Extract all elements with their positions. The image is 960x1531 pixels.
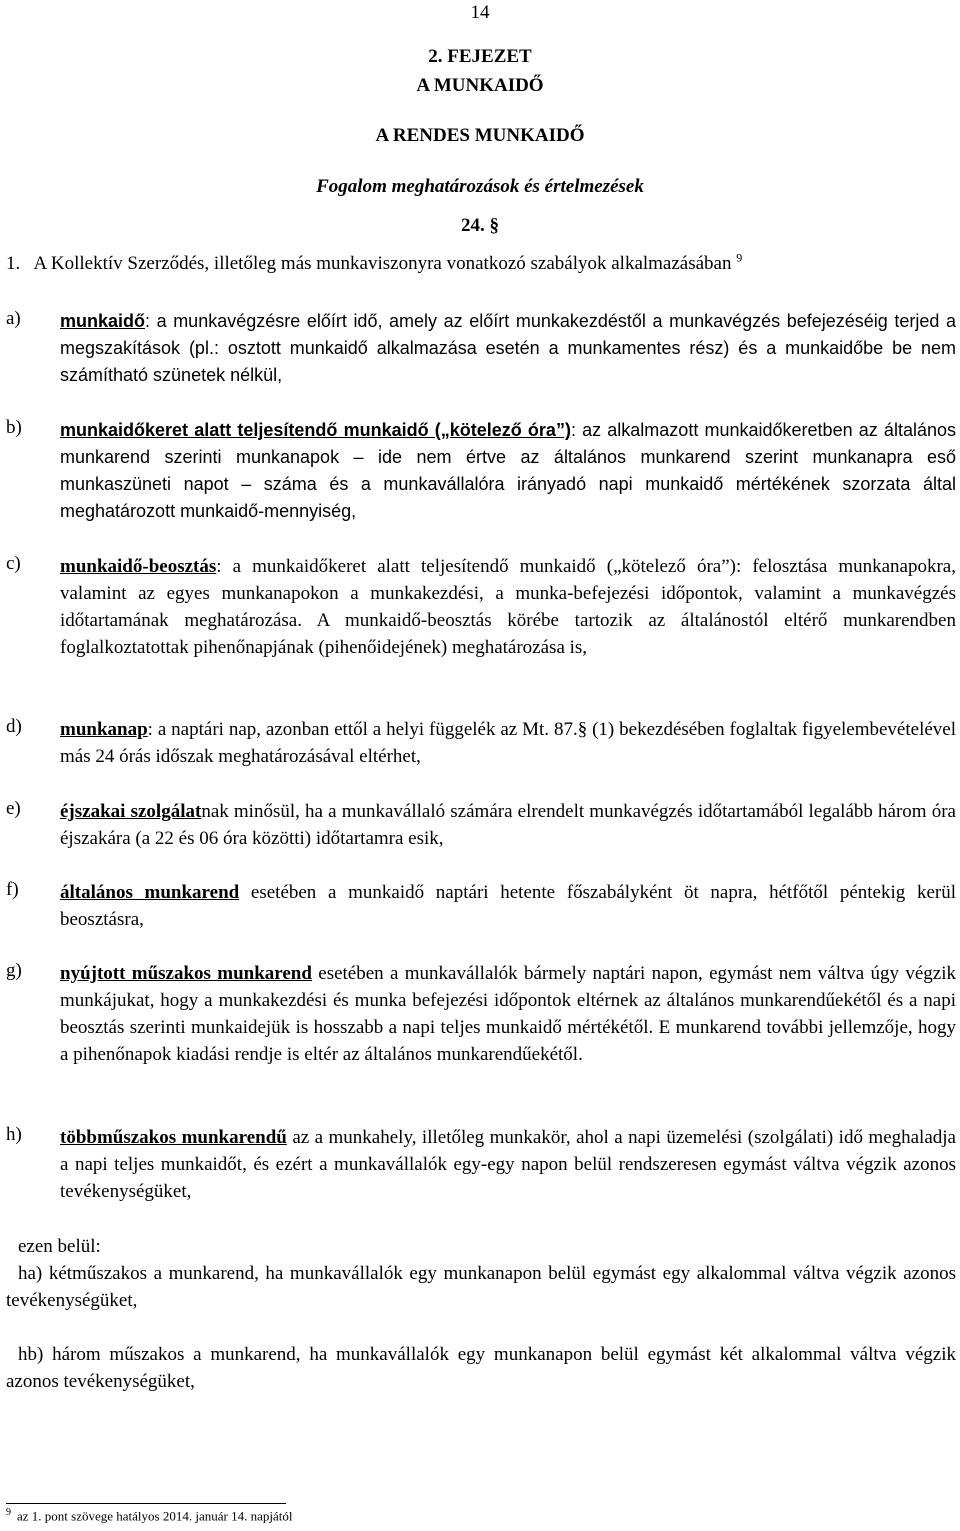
footnote-divider <box>6 1503 286 1504</box>
definition-item <box>6 308 956 389</box>
definition-item <box>6 1124 956 1205</box>
footnote <box>6 1507 292 1524</box>
item-marker: f) <box>6 879 19 900</box>
footnote-text: az 1. pont szövege hatályos 2014. január 14. napjától <box>17 1508 293 1524</box>
item-body <box>60 417 956 525</box>
item-body <box>60 960 956 1068</box>
item-term: általános munkarend <box>60 882 240 903</box>
definition-item <box>6 417 956 525</box>
item-body <box>60 1124 956 1205</box>
page-number: 14 <box>470 2 490 23</box>
intro-text: A Kollektív Szerződés, illetőleg más munkaviszonyra vonatkozó szabályok alkalmazásában <box>33 253 732 274</box>
item-text: : a naptári nap, azonban ettől a helyi függelék az Mt. 87.§ (1) bekezdésében foglaltak figyelembevételével más 24 órás időszak meghatározásával eltérhet, <box>60 719 956 767</box>
definition-item <box>6 879 956 933</box>
item-text: nak minősül, ha a munkavállaló számára elrendelt munkavégzés időtartamából legalább három óra éjszakára (a 22 és 06 óra közötti) időtartamra esik, <box>60 801 956 849</box>
sub-item-ha: ha) kétműszakos a munkarend, ha munkavállalók egy munkanapon belül egymást egy alkalommal váltva végzik azonos tevékenységüket, <box>6 1263 956 1311</box>
item-text: esetében a munkaidő naptári hetente főszabályként öt napra, hétfőtől péntekig kerül beosztásra, <box>60 882 956 930</box>
item-marker: b) <box>6 417 22 438</box>
footnote-number: 9 <box>6 1507 11 1518</box>
item-term: nyújtott műszakos munkarend <box>60 963 312 984</box>
item-text: : a munkaidőkeret alatt teljesítendő munkaidő („kötelező óra”): felosztása munkanapokra, valamint az egyes munkanapokon a munkakezdési, a munka-befejezési időpontok, valamint a munkavégzés időtartamának meghatározása. A munkaidő-beosztás körébe tartozik az általánostól eltérő munkarendben foglalkoztatottak pihenőnapjának (pihenőidejének) meghatározása is, <box>60 556 956 658</box>
item-text: az a munkahely, illetőleg munkakör, ahol a napi üzemelési (szolgálati) idő meghaladja a napi teljes munkaidőt, és ezért a munkavállalók egy-egy napon belül rendszeresen egymást váltva végzik azonos tevékenységüket, <box>60 1127 956 1202</box>
item-text: : a munkavégzésre előírt idő, amely az előírt munkakezdéstől a munkavégzés befejezéséig terjed a megszakítások (pl.: osztott munkaidő alkalmazása esetén a munkamentes rész) és a munkaidőbe be nem számítható szünetek nélkül, <box>60 311 956 385</box>
definition-item <box>6 960 956 1068</box>
item-term: munkanap <box>60 719 148 740</box>
item-marker: e) <box>6 798 21 819</box>
item-term: munkaidő <box>60 311 146 331</box>
item-marker: g) <box>6 960 22 981</box>
sub-item-hb: hb) három műszakos a munkarend, ha munkavállalók egy munkanapon belül egymást két alkalommal váltva végzik azonos tevékenységüket, <box>6 1344 956 1392</box>
intro-line <box>6 250 956 275</box>
item-text: esetében a munkavállalók bármely naptári napon, egymást nem váltva úgy végzik munkájukat, hogy a munkakezdési és munka befejezési időpontok eltérnek az általános munkarendűekétől és a napi beosztás szerinti munkaidejük is hosszabb a napi teljes munkaidő mértékétől. E munkarend további jellemzője, hogy a pihenőnapok kiadási rendje is eltér az általános munkarendűekétől. <box>60 963 956 1065</box>
item-marker: c) <box>6 553 21 574</box>
definition-item <box>6 553 956 661</box>
item-term: többműszakos munkarendű <box>60 1127 287 1148</box>
definition-item <box>6 798 956 852</box>
definition-item <box>6 716 956 770</box>
footnote-ref: 9 <box>736 250 743 265</box>
paragraph-number: 24. § <box>461 215 499 236</box>
item-body <box>60 716 956 770</box>
item-body <box>60 798 956 852</box>
chapter-title: A MUNKAIDŐ <box>416 75 544 96</box>
item-term: munkaidő-beosztás <box>60 556 217 577</box>
item-body <box>60 308 956 389</box>
item-body <box>60 553 956 661</box>
section-title: A RENDES MUNKAIDŐ <box>375 125 585 146</box>
subtitle: Fogalom meghatározások és értelmezések <box>316 176 644 197</box>
item-term: munkaidőkeret alatt teljesítendő munkaidő („kötelező óra”) <box>60 420 571 440</box>
item-text: : az alkalmazott munkaidőkeretben az általános munkarend szerinti munkanapok – ide nem értve az általános munkarend szerint munkanapra eső munkaszüneti napot – száma és a munkavállalóra irányadó napi munkaidő mértékének szorzata által meghatározott munkaidő-mennyiség, <box>60 420 956 521</box>
item-marker: h) <box>6 1124 22 1145</box>
intro-number: 1. <box>6 253 21 274</box>
item-term: éjszakai szolgálat <box>60 801 202 822</box>
item-marker: d) <box>6 716 22 737</box>
within-label: ezen belül: <box>18 1236 101 1257</box>
chapter-number: 2. FEJEZET <box>428 46 532 67</box>
item-marker: a) <box>6 308 21 329</box>
item-body <box>60 879 956 933</box>
